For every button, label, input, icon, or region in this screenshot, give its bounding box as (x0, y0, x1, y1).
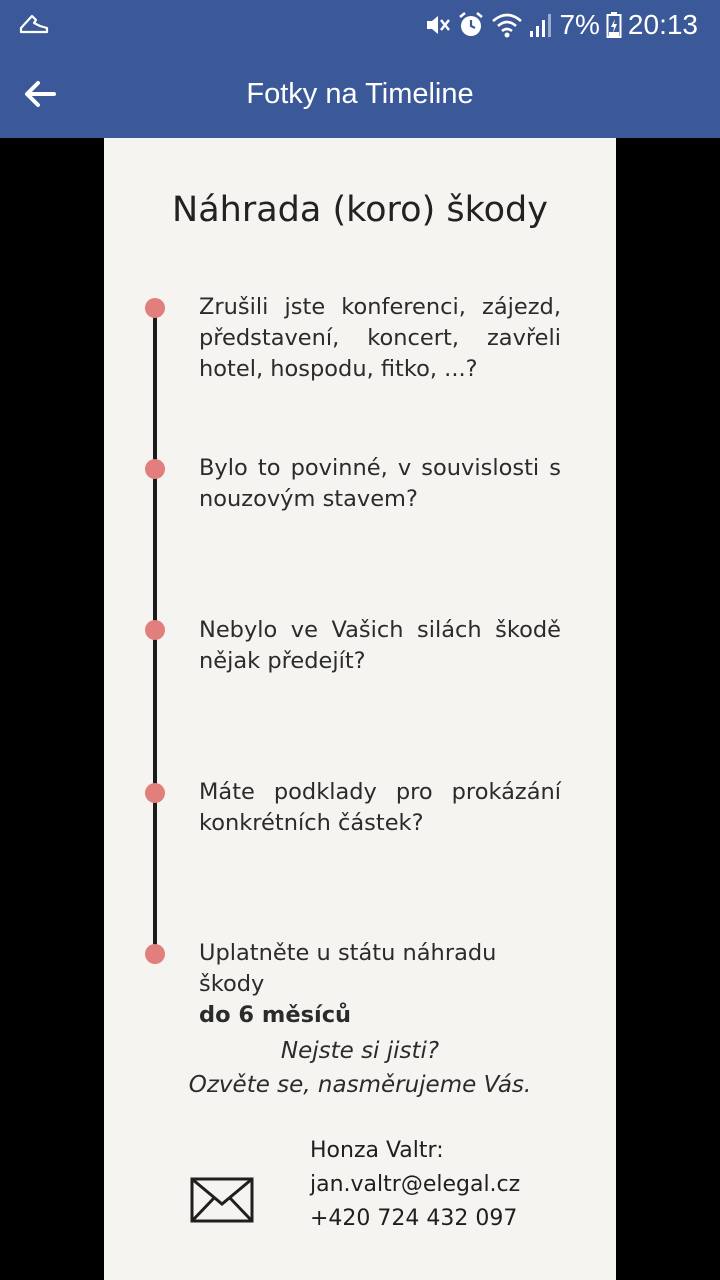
timeline-dot (145, 783, 165, 803)
step-5-deadline: do 6 měsíců (199, 1002, 352, 1028)
alarm-icon (457, 11, 485, 39)
timeline-dot (145, 298, 165, 318)
status-bar (0, 0, 720, 50)
signal-icon (529, 11, 553, 39)
question-line-2: Ozvěte se, nasměrujeme Vás. (188, 1072, 532, 1098)
battery-icon (606, 11, 622, 39)
battery-percent: 7% (559, 9, 600, 40)
timeline-step-4: Máte podklady pro prokázání konkrétních částek? (199, 779, 561, 836)
timeline-dot (145, 459, 165, 479)
envelope-icon (190, 1176, 254, 1224)
timeline-step-5 (199, 938, 561, 1031)
timeline-step-2: Bylo to povinné, v souvislosti s nouzovým stavem? (199, 455, 561, 512)
contact-block (310, 1134, 520, 1236)
app-bar (0, 50, 720, 138)
running-shoe-icon (18, 10, 50, 38)
contact-email: jan.valtr@elegal.cz (310, 1172, 521, 1197)
timeline-step-3: Nebylo ve Vašich silách škodě nějak předejít? (199, 617, 561, 674)
page-title: Fotky na Timeline (246, 78, 474, 110)
contact-name: Honza Valtr: (310, 1138, 444, 1163)
step-5-text: Uplatněte u státu náhradu škody (199, 940, 497, 997)
help-question (104, 1034, 616, 1102)
arrow-left-icon[interactable] (18, 72, 62, 116)
card-heading: Náhrada (koro) škody (172, 190, 548, 230)
photo-viewer[interactable] (0, 138, 720, 1280)
wifi-icon (491, 11, 523, 39)
timeline-dot (145, 944, 165, 964)
timeline-dot (145, 620, 165, 640)
mute-icon (423, 11, 451, 39)
question-line-1: Nejste si jisti? (280, 1038, 440, 1064)
contact-phone: +420 724 432 097 (310, 1206, 518, 1231)
photo-content (104, 138, 616, 1280)
status-icons (423, 6, 698, 44)
timeline-step-1: Zrušili jste konferenci, zájezd, představení, koncert, zavřeli hotel, hospodu, fitko, ...? (199, 294, 561, 382)
status-time: 20:13 (627, 9, 698, 40)
